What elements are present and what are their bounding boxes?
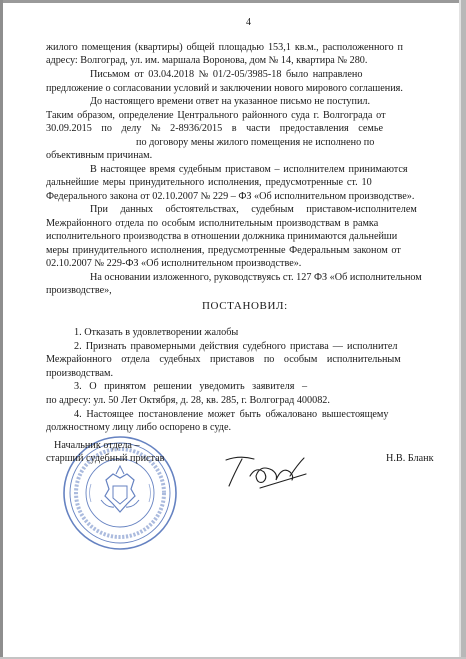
- body-line: Федерального закона от 02.10.2007 № 229 – ФЗ «Об исполнительном производстве».: [46, 191, 415, 202]
- body-line: Письмом от 03.04.2018 № 01/2-05/3985-18 было направлено: [90, 69, 363, 80]
- body-line: меры принудительного исполнения, предусмотренные Федеральным законом от: [46, 245, 401, 256]
- body-line: 30.09.2015 по делу № 2-8936/2015 в части предоставления семье: [46, 123, 384, 134]
- resolution-item: должностному лицу либо оспорено в суде.: [46, 422, 232, 433]
- resolution-heading: ПОСТАНОВИЛ:: [202, 300, 288, 312]
- body-line: 02.10.2007 № 229-ФЗ «Об исполнительном производстве».: [46, 258, 302, 269]
- body-line: объективным причинам.: [46, 150, 153, 161]
- resolution-item: Межрайонного отдела судебных приставов по особым исполнительным: [46, 354, 401, 365]
- signer-name: Н.В. Бланк: [386, 453, 434, 464]
- body-line: Таким образом, определение Центрального районного суда г. Волгограда от: [46, 110, 386, 121]
- body-line: В настоящее время судебным приставом – исполнителем принимаются: [90, 164, 408, 175]
- resolution-item: 1. Отказать в удовлетворении жалобы: [74, 327, 239, 338]
- body-line: исполнительного производства в отношении должника принимаются дальнейши: [46, 231, 398, 242]
- body-line: До настоящего времени ответ на указанное письмо не поступил.: [90, 96, 371, 107]
- resolution-item: 2. Признать правомерными действия судебного пристава — исполнител: [74, 341, 398, 352]
- body-line: дальнейшие меры принудительного исполнения, предусмотренные ст. 10: [46, 177, 372, 188]
- resolution-item: производствам.: [46, 368, 114, 379]
- scan-edge-right-inner: [459, 0, 461, 659]
- body-line: по договору мены жилого помещения не исполнено по: [136, 137, 375, 148]
- resolution-item: по адресу: ул. 50 Лет Октября, д. 28, кв. 285, г. Волгоград 400082.: [46, 395, 330, 406]
- resolution-item: 3. О принятом решении уведомить заявителя –: [74, 381, 308, 392]
- body-line: производстве»,: [46, 285, 112, 296]
- body-line: Межрайонного отдела по особым исполнительным производствам в рамка: [46, 218, 379, 229]
- scan-edge-top: [0, 0, 466, 3]
- body-line: жилого помещения (квартиры) общей площадью 153,1 кв.м., расположенного п: [46, 42, 403, 53]
- signer-title-line1: Начальник отдела –: [54, 440, 140, 451]
- signer-title-line2: старший судебный пристав: [46, 453, 165, 464]
- scan-edge-right: [461, 0, 466, 659]
- body-line: предложение о согласовании условий и заключении нового мирового соглашения.: [46, 83, 403, 94]
- page-number: 4: [246, 17, 251, 28]
- body-line: адресу: Волгоград, ул. им. маршала Воронова, дом № 14, квартира № 280.: [46, 55, 368, 66]
- scan-edge-left: [0, 0, 3, 659]
- signature-icon: [220, 446, 312, 492]
- body-line: На основании изложенного, руководствуясь ст. 127 ФЗ «Об исполнительном: [90, 272, 422, 283]
- resolution-item: 4. Настоящее постановление может быть обжаловано вышестоящему: [74, 409, 389, 420]
- body-line: При данных обстоятельствах, судебным приставом-исполнителем: [90, 204, 417, 215]
